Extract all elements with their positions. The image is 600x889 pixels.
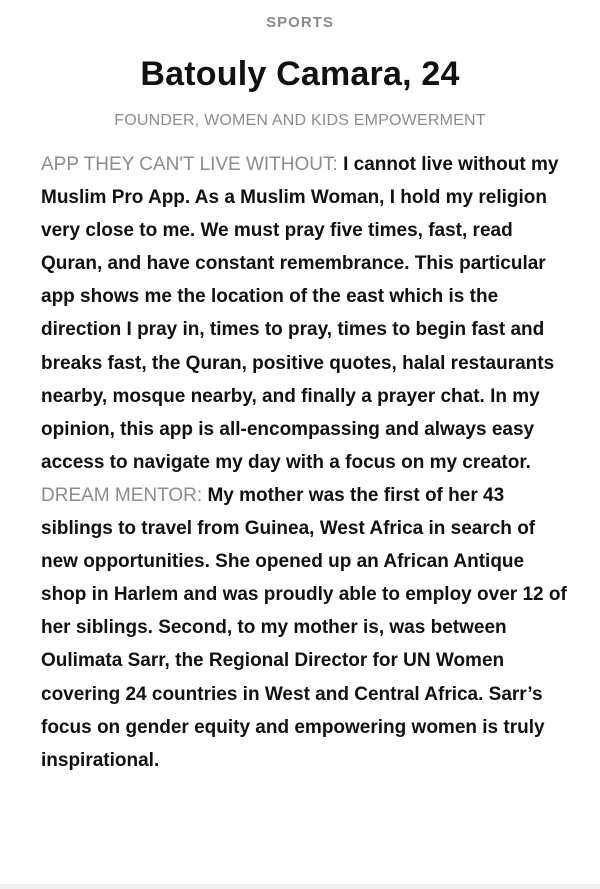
profile-title: FOUNDER, WOMEN AND KIDS EMPOWERMENT — [114, 112, 486, 129]
qa-app — [41, 148, 571, 479]
qa-label-app: APP THEY CAN'T LIVE WITHOUT: — [41, 154, 338, 175]
article-body — [41, 148, 571, 777]
qa-mentor — [41, 479, 571, 777]
qa-answer-mentor: My mother was the first of her 43 siblings to travel from Guinea, West Africa in search of new opportunities. She opened up an African Antique shop in Harlem and was proudly able to employ over 12 of her siblings. Second, to my mother is, was between Oulimata Sarr, the Regional Director for UN Women covering 24 countries in West and Central Africa. Sarr’s focus on gender equity and empowering women is truly inspirational. — [41, 484, 567, 771]
section-label: SPORTS — [266, 14, 334, 31]
bottom-divider — [0, 884, 600, 889]
profile-name: Batouly Camara, 24 — [140, 55, 460, 93]
qa-answer-app: I cannot live without my Muslim Pro App. As a Muslim Woman, I hold my religion very close to me. We must pray five times, fast, read Quran, and have constant remembrance. This particular app shows me the location of the east which is the direction I pray in, times to pray, times to begin fast and breaks fast, the Quran, positive quotes, halal restaurants nearby, mosque nearby, and finally a prayer chat. In my opinion, this app is all-encompassing and always easy access to navigate my day with a focus on my creator. — [41, 154, 559, 473]
qa-label-mentor: DREAM MENTOR: — [41, 484, 203, 506]
